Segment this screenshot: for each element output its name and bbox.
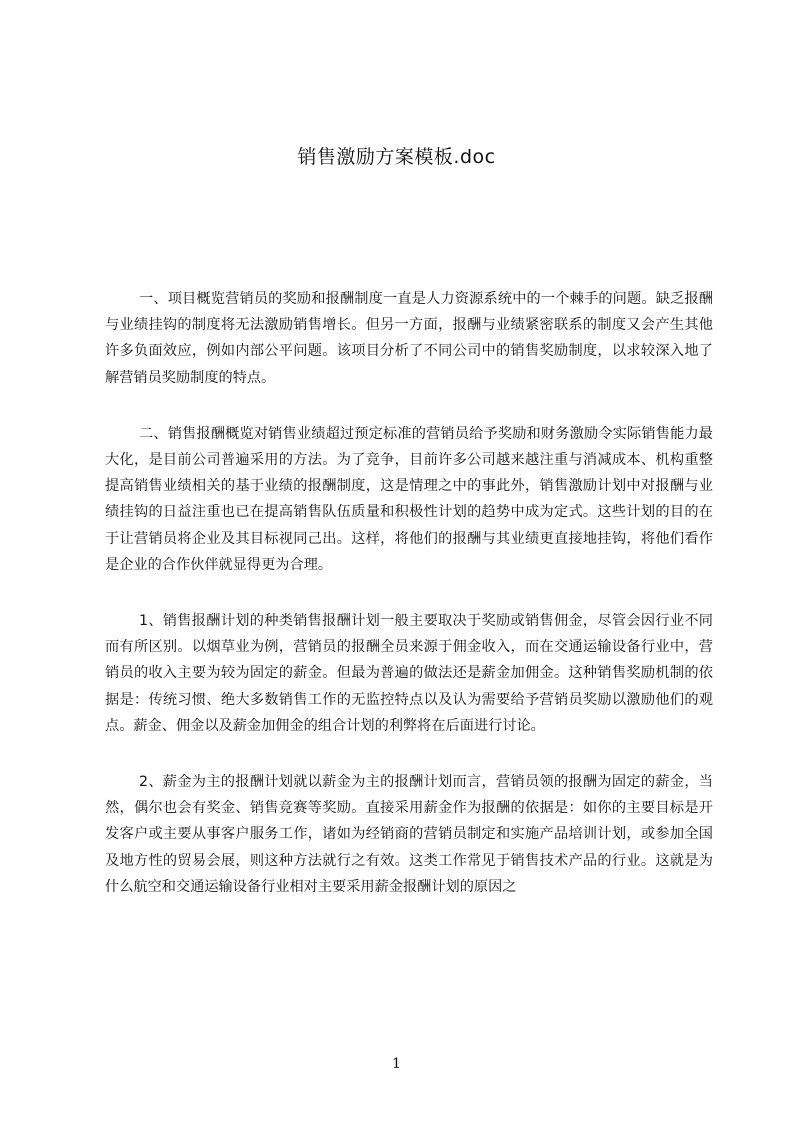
page-number: 1 (392, 1056, 401, 1072)
document-title: 销售激励方案模板.doc (297, 146, 496, 168)
paragraph-salary-plan: 2、薪金为主的报酬计划就以薪金为主的报酬计划而言，营销员领的报酬为固定的薪金，当然，偶尔也会有奖金、销售竞赛等奖励。直接采用薪金作为报酬的依据是：如你的主要目标是开发客户或主要从事客户服务工作，诸如为经销商的营销员制定和实施产品培训计划，或参加全国及地方性的贸易会展，则这种方法就行之有效。这类工作常见于销售技术产品的行业。这就是为什么航空和交通运输设备行业相对主要采用薪金报酬计划的原因之 (105, 774, 713, 895)
paragraph-project-overview: 一、项目概览营销员的奖励和报酬制度一直是人力资源系统中的一个棘手的问题。缺乏报酬与业绩挂钩的制度将无法激励销售增长。但另一方面，报酬与业绩紧密联系的制度又会产生其他许多负面效应，例如内部公平问题。该项目分析了不同公司中的销售奖励制度，以求较深入地了解营销员奖励制度的特点。 (105, 291, 713, 386)
paragraph-plan-types: 1、销售报酬计划的种类销售报酬计划一般主要取决于奖励或销售佣金，尽管会因行业不同而有所区别。以烟草业为例，营销员的报酬全员来源于佣金收入，而在交通运输设备行业中，营销员的收入主要为较为固定的薪金。但最为普遍的做法还是薪金加佣金。这种销售奖励机制的依据是：传统习惯、绝大多数销售工作的无监控特点以及认为需要给予营销员奖励以激励他们的观点。薪金、佣金以及薪金加佣金的组合计划的利弊将在后面进行讨论。 (105, 613, 713, 734)
paragraph-compensation-overview: 二、销售报酬概览对销售业绩超过预定标准的营销员给予奖励和财务激励令实际销售能力最大化，是目前公司普遍采用的方法。为了竞争，目前许多公司越来越注重与消减成本、机构重整提高销售业绩相关的基于业绩的报酬制度，这是情理之中的事此外，销售激励计划中对报酬与业绩挂钩的日益注重也已在提高销售队伍质量和积极性计划的趋势中成为定式。这些计划的目的在于让营销员将企业及其目标视同己出。这样，将他们的报酬与其业绩更直接地挂钩，将他们看作是企业的合作伙伴就显得更为合理。 (105, 425, 713, 573)
document-body (105, 286, 713, 930)
